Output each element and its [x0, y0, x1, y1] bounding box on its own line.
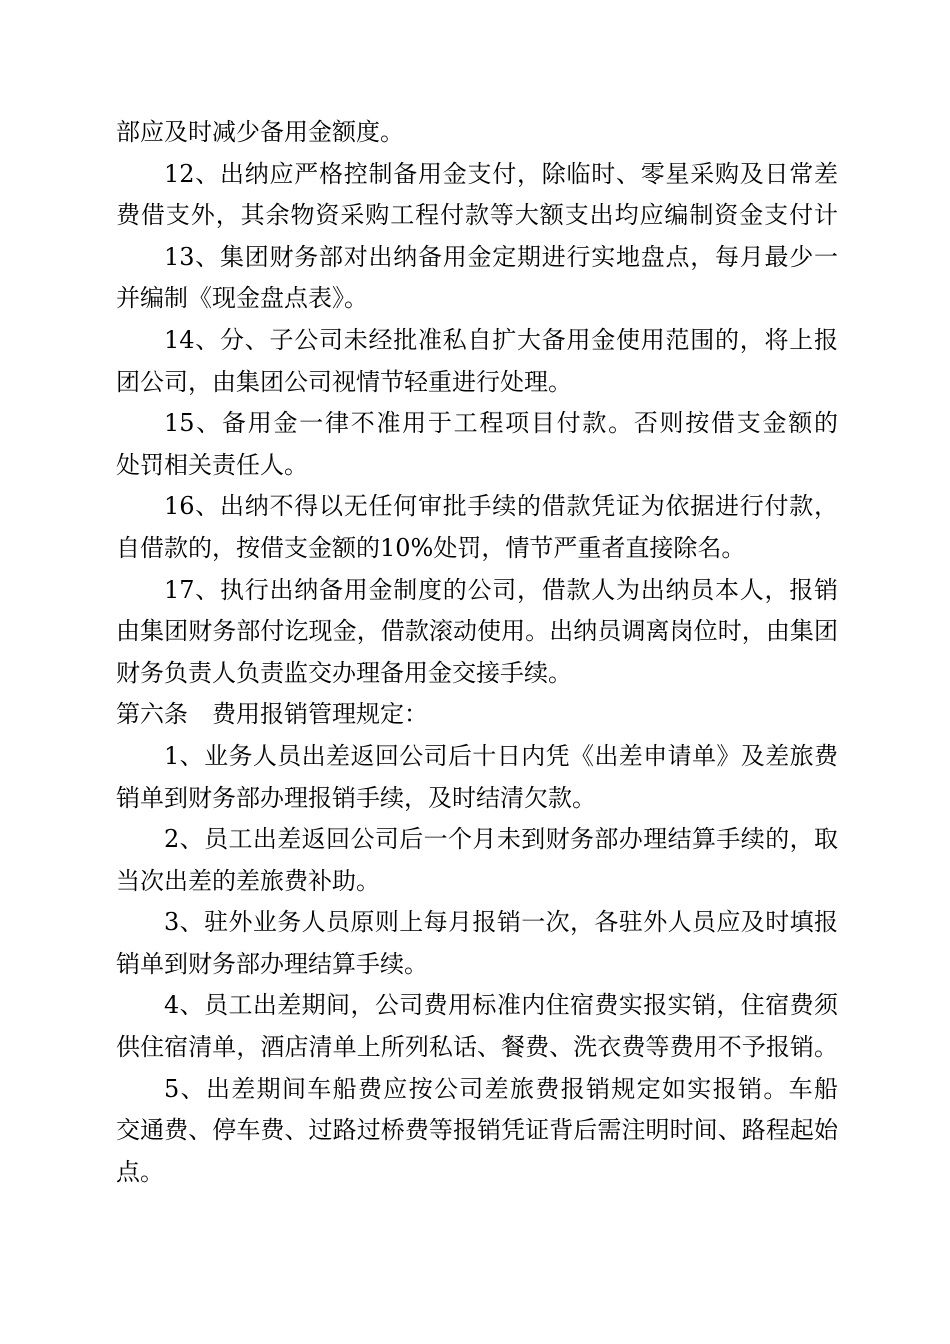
text-line: 16、出纳不得以无任何审批手续的借款凭证为依据进行付款， [164, 492, 838, 521]
text-line: 部应及时减少备用金额度。 [116, 118, 404, 146]
text-line: 团公司，由集团公司视情节轻重进行处理。 [116, 367, 572, 396]
text-line: 交通费、停车费、过路过桥费等报销凭证背后需注明时间、路程起始 [116, 1116, 838, 1145]
section-heading: 第六条 费用报销管理规定： [116, 700, 428, 729]
text-line: 17、执行出纳备用金制度的公司，借款人为出纳员本人，报销 [164, 575, 838, 604]
text-line: 2、员工出差返回公司后一个月未到财务部办理结算手续的，取 [164, 825, 838, 854]
text-line: 12、出纳应严格控制备用金支付，除临时、零星采购及日常差 [164, 159, 838, 188]
text-line: 1、业务人员出差返回公司后十日内凭《出差申请单》及差旅费 [164, 741, 838, 770]
text-line: 4、员工出差期间，公司费用标准内住宿费实报实销，住宿费须 [164, 991, 838, 1020]
text-line: 点。 [116, 1157, 164, 1186]
text-line: 销单到财务部办理结算手续。 [116, 949, 428, 978]
text-line: 费借支外，其余物资采购工程付款等大额支出均应编制资金支付计 [116, 201, 838, 230]
text-line: 销单到财务部办理报销手续，及时结清欠款。 [116, 783, 596, 812]
text-line: 财务负责人负责监交办理备用金交接手续。 [116, 658, 572, 687]
text-line: 自借款的，按借支金额的10%处罚，情节严重者直接除名。 [116, 533, 746, 562]
text-line: 14、分、子公司未经批准私自扩大备用金使用范围的，将上报 [164, 325, 838, 354]
text-line: 供住宿清单，酒店清单上所列私话、餐费、洗衣费等费用不予报销。 [116, 1033, 838, 1062]
text-line: 当次出差的差旅费补助。 [116, 866, 380, 895]
text-line: 3、驻外业务人员原则上每月报销一次，各驻外人员应及时填报 [164, 908, 838, 937]
text-line: 并编制《现金盘点表》。 [116, 284, 368, 313]
text-line: 5、出差期间车船费应按公司差旅费报销规定如实报销。车船 [164, 1074, 838, 1103]
text-line: 13、集团财务部对出纳备用金定期进行实地盘点，每月最少一 [164, 242, 838, 271]
text-line: 由集团财务部付讫现金，借款滚动使用。出纳员调离岗位时，由集团 [116, 617, 838, 646]
text-line: 处罚相关责任人。 [116, 450, 308, 479]
text-line: 15、备用金一律不准用于工程项目付款。否则按借支金额的 [164, 409, 838, 438]
document-body [116, 112, 838, 1193]
